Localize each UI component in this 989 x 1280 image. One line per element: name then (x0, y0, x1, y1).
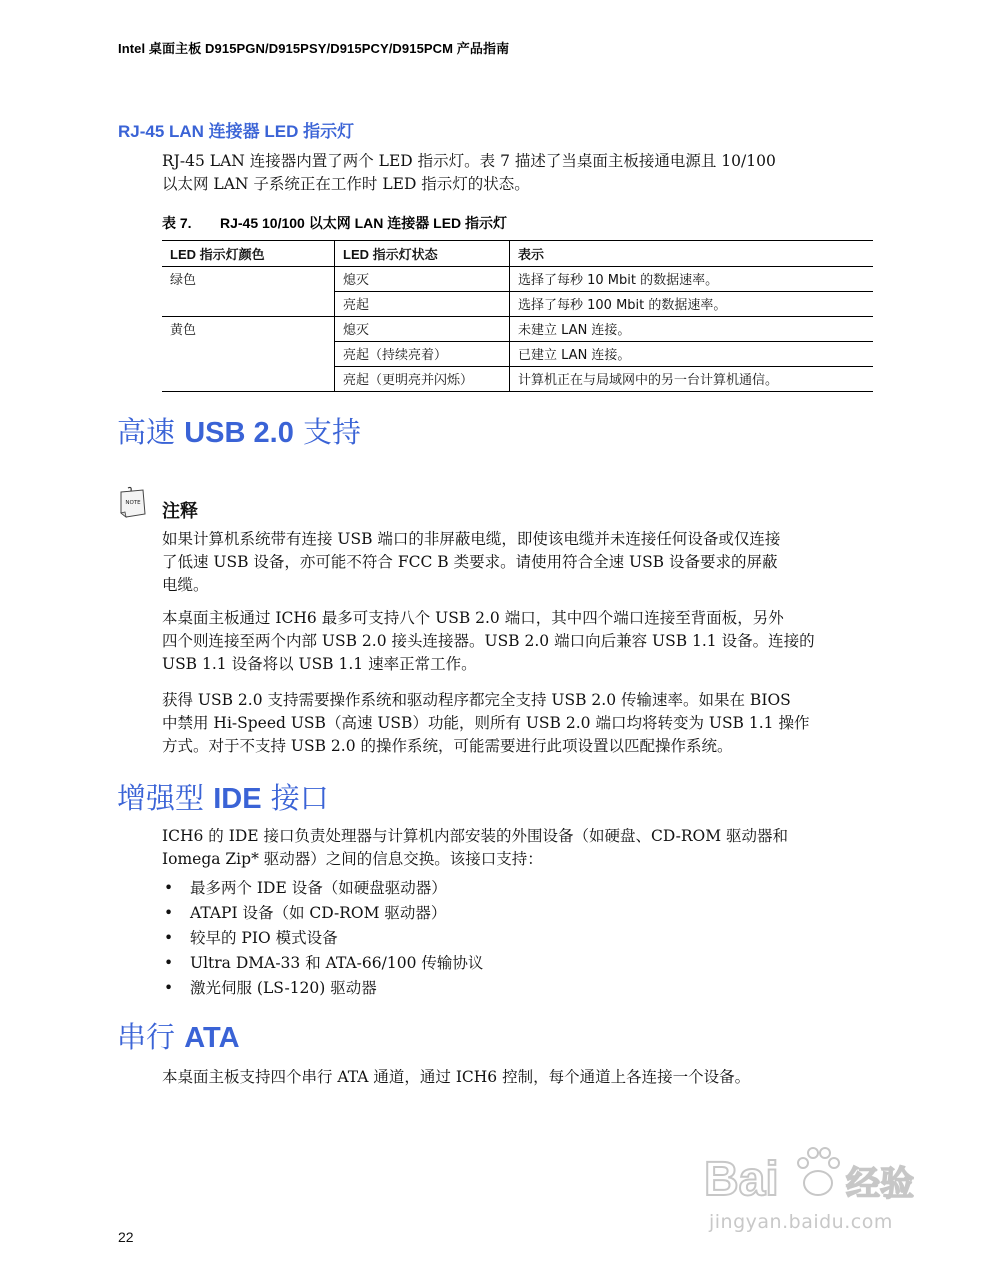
watermark-url: jingyan.baidu.com (709, 1211, 893, 1233)
paragraph-line: USB 1.1 设备将以 USB 1.1 速率正常工作。 (162, 655, 477, 673)
sata-heading-pre: 串行 (117, 1020, 185, 1054)
ide-support-list (162, 876, 483, 1001)
list-item (162, 901, 483, 926)
cell-color (162, 292, 335, 317)
col-header-led-color: LED 指示灯颜色 (162, 241, 335, 267)
list-item (162, 926, 483, 951)
ide-heading-bold: IDE (213, 783, 262, 815)
cell-meaning: 选择了每秒 10 Mbit 的数据速率。 (510, 267, 874, 292)
cell-state: 熄灭 (335, 267, 510, 292)
list-item-text: 激光伺服 (LS-120) 驱动器 (190, 979, 377, 997)
paragraph-line: 电缆。 (162, 576, 209, 594)
cell-meaning: 选择了每秒 100 Mbit 的数据速率。 (510, 292, 874, 317)
paragraph-line: 本桌面主板通过 ICH6 最多可支持八个 USB 2.0 端口，其中四个端口连接至背面板，另外 (162, 609, 784, 627)
table-row (162, 367, 873, 392)
paragraph-line: 了低速 USB 设备，亦可能不符合 FCC B 类要求。请使用符合全速 USB 设备要求的屏蔽 (162, 553, 778, 571)
sata-heading-bold: ATA (184, 1022, 240, 1054)
table-caption-title: RJ-45 10/100 以太网 LAN 连接器 LED 指示灯 (220, 215, 508, 231)
paw-icon (798, 1148, 839, 1195)
bullet-icon: • (164, 979, 174, 997)
cell-color: 黄色 (170, 323, 197, 338)
usb-heading-pre: 高速 (117, 415, 185, 449)
usb-heading-bold: USB 2.0 (184, 417, 294, 449)
list-item-text: Ultra DMA-33 和 ATA-66/100 传输协议 (190, 954, 484, 972)
paragraph-line: Iomega Zip* 驱动器）之间的信息交换。该接口支持： (162, 850, 543, 868)
paragraph-line: 四个则连接至两个内部 USB 2.0 接头连接器。USB 2.0 端口向后兼容 USB 1.1 设备。连接的 (162, 632, 815, 650)
list-item-text: 最多两个 IDE 设备（如硬盘驱动器） (190, 879, 447, 897)
usb-support-paragraph (162, 689, 872, 758)
note-icon-label: NOTE (125, 500, 141, 506)
watermark-logo-text: Bai (704, 1153, 779, 1206)
rj45-paragraph (162, 150, 872, 196)
rj45-paragraph-line: 以太网 LAN 子系统正在工作时 LED 指示灯的状态。 (162, 175, 530, 193)
note-icon (118, 486, 148, 520)
table-row (162, 342, 873, 367)
ide-heading-pre: 增强型 (117, 781, 214, 815)
table-caption (162, 213, 507, 233)
cell-state: 熄灭 (335, 317, 510, 342)
running-header: Intel 桌面主板 D915PGN/D915PSY/D915PCY/D915PCM 产品指南 (118, 41, 510, 56)
table-row (162, 292, 873, 317)
list-item (162, 876, 483, 901)
sata-section-heading (117, 1015, 240, 1056)
ide-paragraph (162, 825, 872, 871)
paragraph-line: 如果计算机系统带有连接 USB 端口的非屏蔽电缆，即使该电缆并未连接任何设备或仅连接 (162, 530, 781, 548)
bullet-icon: • (164, 954, 174, 972)
usb-ports-paragraph (162, 607, 872, 676)
table-header-row (162, 241, 873, 267)
paragraph-line: 获得 USB 2.0 支持需要操作系统和驱动程序都完全支持 USB 2.0 传输速率。如果在 BIOS (162, 691, 791, 709)
sata-paragraph: 本桌面主板支持四个串行 ATA 通道，通过 ICH6 控制，每个通道上各连接一个设备。 (162, 1068, 751, 1086)
rj45-paragraph-line: RJ-45 LAN 连接器内置了两个 LED 指示灯。表 7 描述了当桌面主板接通电源且 10/100 (162, 152, 776, 170)
cell-color: 绿色 (170, 273, 197, 288)
list-item (162, 976, 483, 1001)
usb-note-paragraph (162, 528, 872, 597)
cell-state: 亮起（更明亮并闪烁） (335, 367, 510, 392)
table-row (162, 267, 873, 292)
ide-section-heading (117, 776, 329, 817)
cell-color (162, 367, 335, 392)
col-header-led-state: LED 指示灯状态 (335, 241, 510, 267)
ide-heading-post: 接口 (261, 781, 329, 815)
bullet-icon: • (164, 879, 174, 897)
list-item-text: 较早的 PIO 模式设备 (190, 929, 338, 947)
usb-section-heading (117, 410, 361, 451)
cell-state: 亮起（持续亮着） (335, 342, 510, 367)
watermark-logo-cn: 经验 (846, 1164, 914, 1204)
cell-meaning: 已建立 LAN 连接。 (510, 342, 874, 367)
cell-meaning: 计算机正在与局域网中的另一台计算机通信。 (510, 367, 874, 392)
note-title: 注释 (162, 501, 198, 522)
usb-heading-post: 支持 (293, 415, 362, 449)
cell-meaning: 未建立 LAN 连接。 (510, 317, 874, 342)
led-status-table (162, 240, 873, 392)
bullet-icon: • (164, 929, 174, 947)
list-item-text: ATAPI 设备（如 CD-ROM 驱动器） (190, 904, 447, 922)
list-item (162, 951, 483, 976)
col-header-meaning: 表示 (510, 241, 874, 267)
table-caption-label: 表 7. (162, 215, 192, 231)
page-number: 22 (118, 1229, 134, 1245)
table-row (162, 317, 873, 342)
cell-state: 亮起 (335, 292, 510, 317)
rj45-led-heading: RJ-45 LAN 连接器 LED 指示灯 (118, 122, 355, 141)
paragraph-line: ICH6 的 IDE 接口负责处理器与计算机内部安装的外围设备（如硬盘、CD-ROM 驱动器和 (162, 827, 788, 845)
paragraph-line: 方式。对于不支持 USB 2.0 的操作系统，可能需要进行此项设置以匹配操作系统。 (162, 737, 733, 755)
cell-color (162, 342, 335, 367)
bullet-icon: • (164, 904, 174, 922)
paragraph-line: 中禁用 Hi-Speed USB（高速 USB）功能，则所有 USB 2.0 端口均将转变为 USB 1.1 操作 (162, 714, 810, 732)
